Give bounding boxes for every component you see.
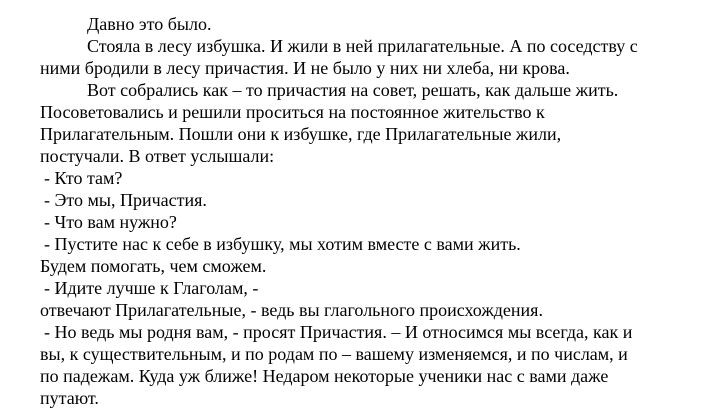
paragraph-line-10: вы, к существительным, и по родам по – вашему изменяемся, и по числам, и [40,344,628,364]
paragraph-line-12: путают. [40,388,99,408]
paragraph-line-1: Давно это было. [87,14,212,34]
dialog-line-5: - Идите лучше к Глаголам, - [44,278,259,298]
paragraph-line-2: Стояла в лесу избушка. И жили в ней прилагательные. А по соседству с [87,36,638,56]
paragraph-line-5: Посоветовались и решили проситься на постоянное жительство к [40,102,545,122]
dialog-line-2: - Это мы, Причастия. [44,190,207,210]
dialog-line-1: - Кто там? [44,168,123,188]
dialog-line-6: - Но ведь мы родня вам, - просят Причастия. – И относимся мы всегда, как и [44,322,633,342]
paragraph-line-6: Прилагательным. Пошли они к избушке, где Прилагательные жили, [40,124,562,144]
paragraph-line-4: Вот собрались как – то причастия на совет, решать, как дальше жить. [87,80,619,100]
paragraph-line-7: постучали. В ответ услышали: [40,146,275,166]
paragraph-line-3: ними бродили в лесу причастия. И не было у них ни хлеба, ни крова. [40,58,570,78]
paragraph-line-9: отвечают Прилагательные, - ведь вы глагольного происхождения. [40,300,543,320]
dialog-line-4: - Пустите нас к себе в избушку, мы хотим вместе с вами жить. [44,234,521,254]
dialog-line-3: - Что вам нужно? [44,212,177,232]
paragraph-line-11: по падежам. Куда уж ближе! Недаром некоторые ученики нас с вами даже [40,366,609,386]
paragraph-line-8: Будем помогать, чем сможем. [40,256,267,276]
